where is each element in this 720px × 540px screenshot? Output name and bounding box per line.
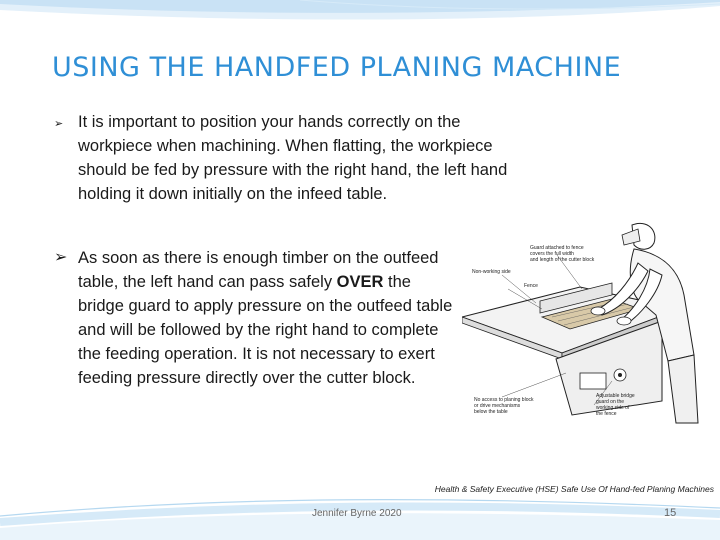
bullet-1-text: It is important to position your hands correctly on the workpiece when machining. When flatting, the workpiece should be fed by pressure with the right hand, the left hand holding it down initially on the infeed table.	[78, 113, 508, 203]
page-number: 15	[664, 507, 677, 519]
label-fence: Fence	[524, 283, 538, 289]
bullet-1	[54, 110, 534, 206]
bullet-2-text-part2: the bridge guard to apply pressure on the outfeed table and will be followed by the right hand to complete the feeding operation. It is not necessary to exert feeding pressure directly over the cutter block.	[78, 273, 453, 387]
top-decoration	[0, 0, 720, 36]
slide-title: USING THE HANDFED PLANING MACHINE	[52, 52, 622, 83]
label-no-access: No access to planing block or drive mechanisms below the table	[474, 397, 534, 415]
bullet-2	[54, 246, 454, 390]
arrow-bullet-icon: ➢	[54, 249, 68, 266]
label-bridge-guard: Adjustable bridge guard on the working side of the fence	[596, 393, 635, 417]
label-non-working-side: Non-working side	[472, 269, 511, 275]
footer-author: Jennifer Byrne 2020	[312, 508, 402, 519]
bullet-2-text	[78, 246, 454, 390]
planing-machine-illustration	[462, 205, 712, 427]
label-guard: Guard attached to fence covers the full width and length of the cutter block	[530, 245, 595, 263]
bullet-2-text-part1: As soon as there is enough timber on the outfeed table, the left hand can pass safely	[78, 249, 439, 291]
arrow-bullet-icon: ➢	[54, 118, 64, 130]
bullet-2-bold-word: OVER	[336, 273, 384, 291]
source-citation: Health & Safety Executive (HSE) Safe Use Of Hand-fed Planing Machines	[434, 484, 714, 494]
